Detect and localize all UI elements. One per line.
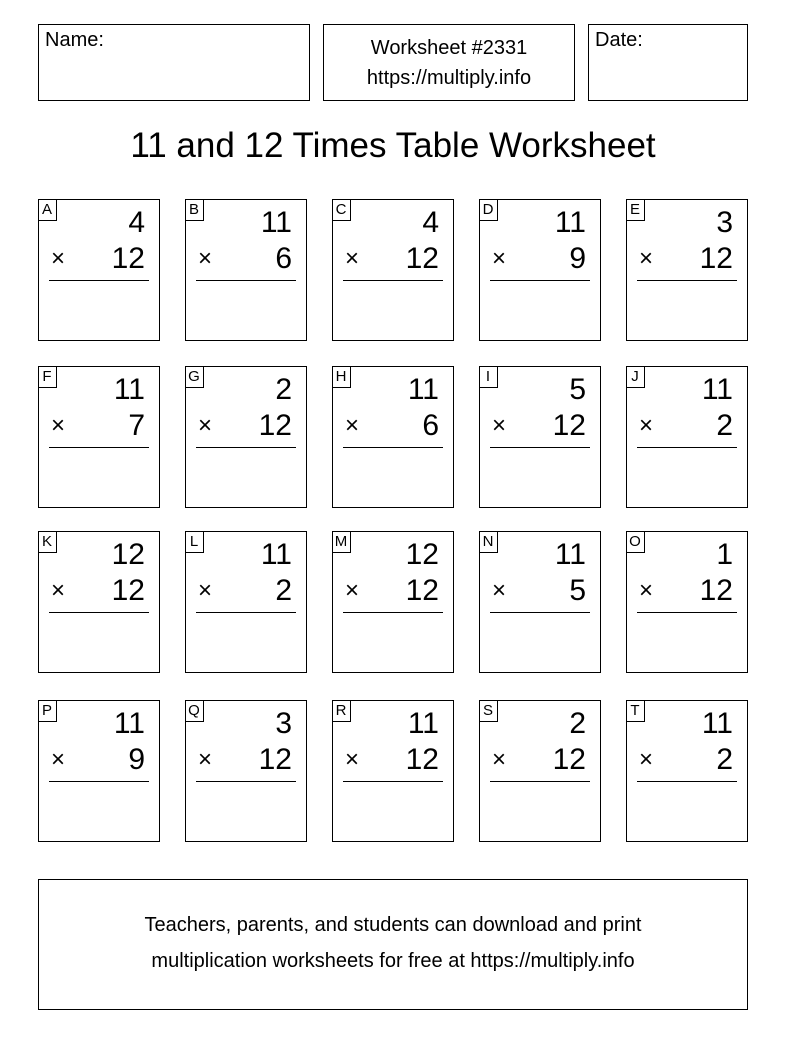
- problem-multiplicand: 4: [422, 206, 439, 239]
- problem-multiplier: 2: [716, 743, 733, 776]
- problem-multiplicand: 11: [407, 707, 439, 740]
- problem-label: M: [332, 531, 351, 553]
- page-title: 11 and 12 Times Table Worksheet: [130, 126, 656, 165]
- problem-card: [185, 199, 307, 341]
- problem-label: J: [626, 366, 645, 388]
- answer-line: [196, 781, 296, 782]
- multiply-sign: ×: [639, 746, 654, 773]
- multiply-sign: ×: [198, 577, 213, 604]
- problem-label: B: [185, 199, 204, 221]
- problem-multiplier: 12: [405, 242, 439, 275]
- problem-card: [332, 199, 454, 341]
- problem-multiplier: 6: [275, 242, 292, 275]
- problem-multiplier: 12: [405, 743, 439, 776]
- problem-multiplier: 2: [275, 574, 292, 607]
- problem-card: [332, 531, 454, 673]
- multiply-sign: ×: [198, 746, 213, 773]
- worksheet-url: https://multiply.info: [366, 67, 532, 89]
- multiply-sign: ×: [639, 245, 654, 272]
- problem-multiplier: 12: [258, 743, 292, 776]
- problem-multiplier: 9: [569, 242, 586, 275]
- problem-multiplier: 12: [699, 574, 733, 607]
- problem-card: [38, 700, 160, 842]
- problem-multiplicand: 4: [128, 206, 145, 239]
- problem-multiplier: 12: [552, 743, 586, 776]
- problem-label: C: [332, 199, 351, 221]
- problem-card: [185, 366, 307, 508]
- problem-multiplier: 6: [422, 409, 439, 442]
- problem-card: [626, 531, 748, 673]
- problem-multiplier: 7: [128, 409, 145, 442]
- answer-line: [637, 280, 737, 281]
- multiply-sign: ×: [492, 245, 507, 272]
- answer-line: [343, 447, 443, 448]
- answer-line: [343, 280, 443, 281]
- problem-label: G: [185, 366, 204, 388]
- problem-card: [185, 700, 307, 842]
- answer-line: [49, 447, 149, 448]
- problem-label: K: [38, 531, 57, 553]
- problem-card: [332, 700, 454, 842]
- problem-label: D: [479, 199, 498, 221]
- problem-multiplicand: 12: [111, 538, 145, 571]
- problem-card: [479, 700, 601, 842]
- problem-label: L: [185, 531, 204, 553]
- multiply-sign: ×: [51, 412, 66, 439]
- problem-multiplicand: 2: [275, 373, 292, 406]
- multiply-sign: ×: [492, 412, 507, 439]
- multiply-sign: ×: [345, 746, 360, 773]
- answer-line: [49, 781, 149, 782]
- problem-label: H: [332, 366, 351, 388]
- problem-multiplier: 12: [111, 242, 145, 275]
- problem-multiplicand: 11: [260, 206, 292, 239]
- answer-line: [490, 280, 590, 281]
- answer-line: [637, 447, 737, 448]
- problem-label: P: [38, 700, 57, 722]
- answer-line: [49, 612, 149, 613]
- date-label: Date:: [595, 29, 643, 51]
- answer-line: [196, 612, 296, 613]
- problem-multiplicand: 11: [407, 373, 439, 406]
- problem-multiplicand: 1: [716, 538, 733, 571]
- problem-card: [479, 531, 601, 673]
- multiply-sign: ×: [51, 746, 66, 773]
- answer-line: [49, 280, 149, 281]
- problem-label: S: [479, 700, 498, 722]
- problem-label: T: [626, 700, 645, 722]
- answer-line: [490, 612, 590, 613]
- problem-label: Q: [185, 700, 204, 722]
- problem-multiplier: 5: [569, 574, 586, 607]
- multiply-sign: ×: [345, 245, 360, 272]
- problem-card: [479, 199, 601, 341]
- problem-card: [38, 531, 160, 673]
- worksheet-number: Worksheet #2331: [370, 37, 528, 59]
- problem-multiplicand: 11: [554, 206, 586, 239]
- multiply-sign: ×: [345, 412, 360, 439]
- answer-line: [196, 447, 296, 448]
- footer-line-2: multiplication worksheets for free at https://multiply.info: [151, 950, 635, 972]
- problem-card: [479, 366, 601, 508]
- problem-card: [626, 700, 748, 842]
- problem-card: [185, 531, 307, 673]
- multiply-sign: ×: [345, 577, 360, 604]
- problem-multiplicand: 5: [569, 373, 586, 406]
- problem-label: A: [38, 199, 57, 221]
- problem-card: [332, 366, 454, 508]
- multiply-sign: ×: [51, 577, 66, 604]
- problem-card: [38, 199, 160, 341]
- problem-multiplicand: 11: [113, 707, 145, 740]
- answer-line: [196, 280, 296, 281]
- problem-label: I: [479, 366, 498, 388]
- multiply-sign: ×: [198, 412, 213, 439]
- problem-label: R: [332, 700, 351, 722]
- problem-multiplicand: 11: [701, 373, 733, 406]
- problem-label: F: [38, 366, 57, 388]
- problem-multiplier: 9: [128, 743, 145, 776]
- problem-multiplicand: 11: [701, 707, 733, 740]
- problem-card: [626, 199, 748, 341]
- problem-multiplier: 2: [716, 409, 733, 442]
- name-label: Name:: [45, 29, 104, 51]
- problem-label: N: [479, 531, 498, 553]
- problem-multiplicand: 11: [554, 538, 586, 571]
- answer-line: [490, 447, 590, 448]
- problem-label: E: [626, 199, 645, 221]
- problem-card: [626, 366, 748, 508]
- answer-line: [343, 612, 443, 613]
- problem-multiplicand: 11: [113, 373, 145, 406]
- problem-multiplier: 12: [699, 242, 733, 275]
- answer-line: [343, 781, 443, 782]
- problem-multiplier: 12: [258, 409, 292, 442]
- problem-multiplicand: 3: [716, 206, 733, 239]
- footer-line-1: Teachers, parents, and students can download and print: [144, 914, 642, 936]
- problem-multiplier: 12: [552, 409, 586, 442]
- problem-label: O: [626, 531, 645, 553]
- multiply-sign: ×: [639, 412, 654, 439]
- multiply-sign: ×: [492, 746, 507, 773]
- problem-multiplicand: 12: [405, 538, 439, 571]
- answer-line: [637, 612, 737, 613]
- footer-box: [38, 879, 748, 1010]
- multiply-sign: ×: [198, 245, 213, 272]
- problem-multiplier: 12: [111, 574, 145, 607]
- problem-multiplicand: 11: [260, 538, 292, 571]
- problem-multiplicand: 3: [275, 707, 292, 740]
- answer-line: [637, 781, 737, 782]
- multiply-sign: ×: [639, 577, 654, 604]
- problem-card: [38, 366, 160, 508]
- problem-multiplier: 12: [405, 574, 439, 607]
- answer-line: [490, 781, 590, 782]
- multiply-sign: ×: [51, 245, 66, 272]
- problem-multiplicand: 2: [569, 707, 586, 740]
- multiply-sign: ×: [492, 577, 507, 604]
